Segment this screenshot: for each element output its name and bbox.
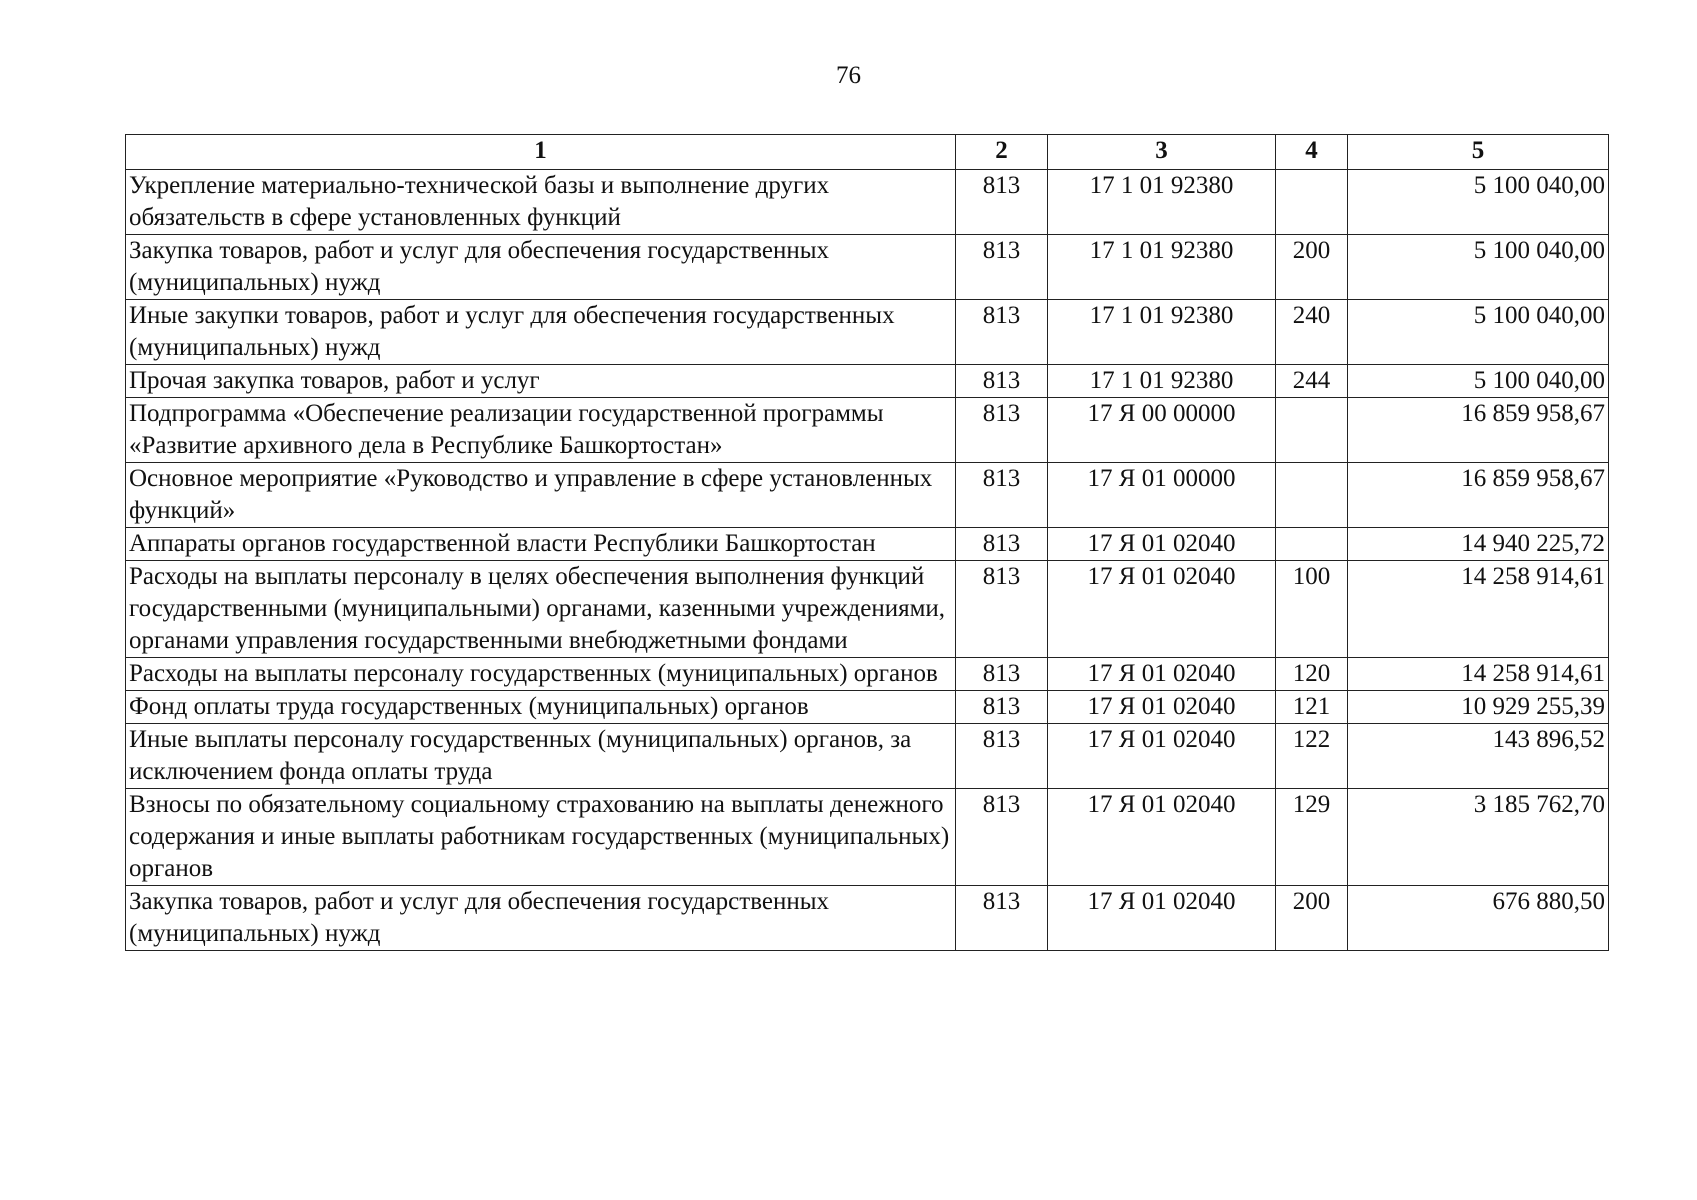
header-row [126, 135, 1609, 170]
table-row [126, 789, 1609, 886]
row-ved: 813 [956, 463, 1048, 528]
row-vr: 244 [1276, 365, 1348, 398]
row-vr [1276, 528, 1348, 561]
row-name: Фонд оплаты труда государственных (муниципальных) органов [126, 691, 956, 724]
table-row [126, 528, 1609, 561]
table-row [126, 658, 1609, 691]
row-csr: 17 Я 01 02040 [1048, 886, 1276, 951]
row-ved: 813 [956, 561, 1048, 658]
row-vr: 240 [1276, 300, 1348, 365]
row-csr: 17 1 01 92380 [1048, 235, 1276, 300]
table-row [126, 170, 1609, 235]
row-vr: 100 [1276, 561, 1348, 658]
row-name: Аппараты органов государственной власти Республики Башкортостан [126, 528, 956, 561]
table-row [126, 463, 1609, 528]
row-amount: 10 929 255,39 [1348, 691, 1609, 724]
row-csr: 17 Я 01 00000 [1048, 463, 1276, 528]
row-ved: 813 [956, 886, 1048, 951]
row-csr: 17 Я 01 02040 [1048, 528, 1276, 561]
row-vr [1276, 398, 1348, 463]
row-csr: 17 Я 01 02040 [1048, 561, 1276, 658]
row-amount: 14 258 914,61 [1348, 561, 1609, 658]
table-row [126, 398, 1609, 463]
row-ved: 813 [956, 235, 1048, 300]
row-amount: 16 859 958,67 [1348, 463, 1609, 528]
row-amount: 14 258 914,61 [1348, 658, 1609, 691]
row-ved: 813 [956, 170, 1048, 235]
row-ved: 813 [956, 365, 1048, 398]
row-amount: 5 100 040,00 [1348, 235, 1609, 300]
row-vr: 129 [1276, 789, 1348, 886]
row-name: Расходы на выплаты персоналу государственных (муниципальных) органов [126, 658, 956, 691]
row-ved: 813 [956, 528, 1048, 561]
page-number: 76 [836, 62, 861, 89]
row-name: Основное мероприятие «Руководство и управление в сфере установленных функций» [126, 463, 956, 528]
row-ved: 813 [956, 300, 1048, 365]
table-row [126, 235, 1609, 300]
row-name: Прочая закупка товаров, работ и услуг [126, 365, 956, 398]
row-csr: 17 1 01 92380 [1048, 170, 1276, 235]
row-amount: 5 100 040,00 [1348, 170, 1609, 235]
budget-table [125, 134, 1609, 951]
row-ved: 813 [956, 789, 1048, 886]
row-name: Иные закупки товаров, работ и услуг для обеспечения государственных (муниципальных) нужд [126, 300, 956, 365]
row-vr: 200 [1276, 235, 1348, 300]
row-name: Взносы по обязательному социальному страхованию на выплаты денежного содержания и иные выплаты работникам государственных (муниципальных) органов [126, 789, 956, 886]
row-ved: 813 [956, 691, 1048, 724]
table-row [126, 724, 1609, 789]
row-vr: 122 [1276, 724, 1348, 789]
row-ved: 813 [956, 658, 1048, 691]
row-amount: 143 896,52 [1348, 724, 1609, 789]
row-csr: 17 Я 01 02040 [1048, 724, 1276, 789]
row-vr: 200 [1276, 886, 1348, 951]
header-cell-2: 2 [956, 135, 1048, 170]
row-csr: 17 Я 00 00000 [1048, 398, 1276, 463]
row-csr: 17 Я 01 02040 [1048, 691, 1276, 724]
row-csr: 17 Я 01 02040 [1048, 789, 1276, 886]
header-cell-5: 5 [1348, 135, 1609, 170]
table-row [126, 886, 1609, 951]
row-csr: 17 1 01 92380 [1048, 365, 1276, 398]
row-amount: 676 880,50 [1348, 886, 1609, 951]
table-row [126, 300, 1609, 365]
header-cell-4: 4 [1276, 135, 1348, 170]
table-row [126, 365, 1609, 398]
row-amount: 14 940 225,72 [1348, 528, 1609, 561]
header-cell-1: 1 [126, 135, 956, 170]
row-name: Иные выплаты персоналу государственных (муниципальных) органов, за исключением фонда оплаты труда [126, 724, 956, 789]
row-name: Закупка товаров, работ и услуг для обеспечения государственных (муниципальных) нужд [126, 886, 956, 951]
row-vr: 121 [1276, 691, 1348, 724]
row-amount: 5 100 040,00 [1348, 365, 1609, 398]
row-amount: 5 100 040,00 [1348, 300, 1609, 365]
row-ved: 813 [956, 398, 1048, 463]
row-amount: 16 859 958,67 [1348, 398, 1609, 463]
row-vr [1276, 170, 1348, 235]
row-name: Расходы на выплаты персоналу в целях обеспечения выполнения функций государственными (муниципальными) органами, казенными учреждениями, органами управления государственными внебюджетными фондами [126, 561, 956, 658]
row-name: Укрепление материально-технической базы и выполнение других обязательств в сфере установленных функций [126, 170, 956, 235]
table-row [126, 561, 1609, 658]
row-ved: 813 [956, 724, 1048, 789]
row-name: Закупка товаров, работ и услуг для обеспечения государственных (муниципальных) нужд [126, 235, 956, 300]
row-amount: 3 185 762,70 [1348, 789, 1609, 886]
row-csr: 17 Я 01 02040 [1048, 658, 1276, 691]
row-name: Подпрограмма «Обеспечение реализации государственной программы «Развитие архивного дела в Республике Башкортостан» [126, 398, 956, 463]
row-csr: 17 1 01 92380 [1048, 300, 1276, 365]
table-row [126, 691, 1609, 724]
row-vr [1276, 463, 1348, 528]
row-vr: 120 [1276, 658, 1348, 691]
header-cell-3: 3 [1048, 135, 1276, 170]
